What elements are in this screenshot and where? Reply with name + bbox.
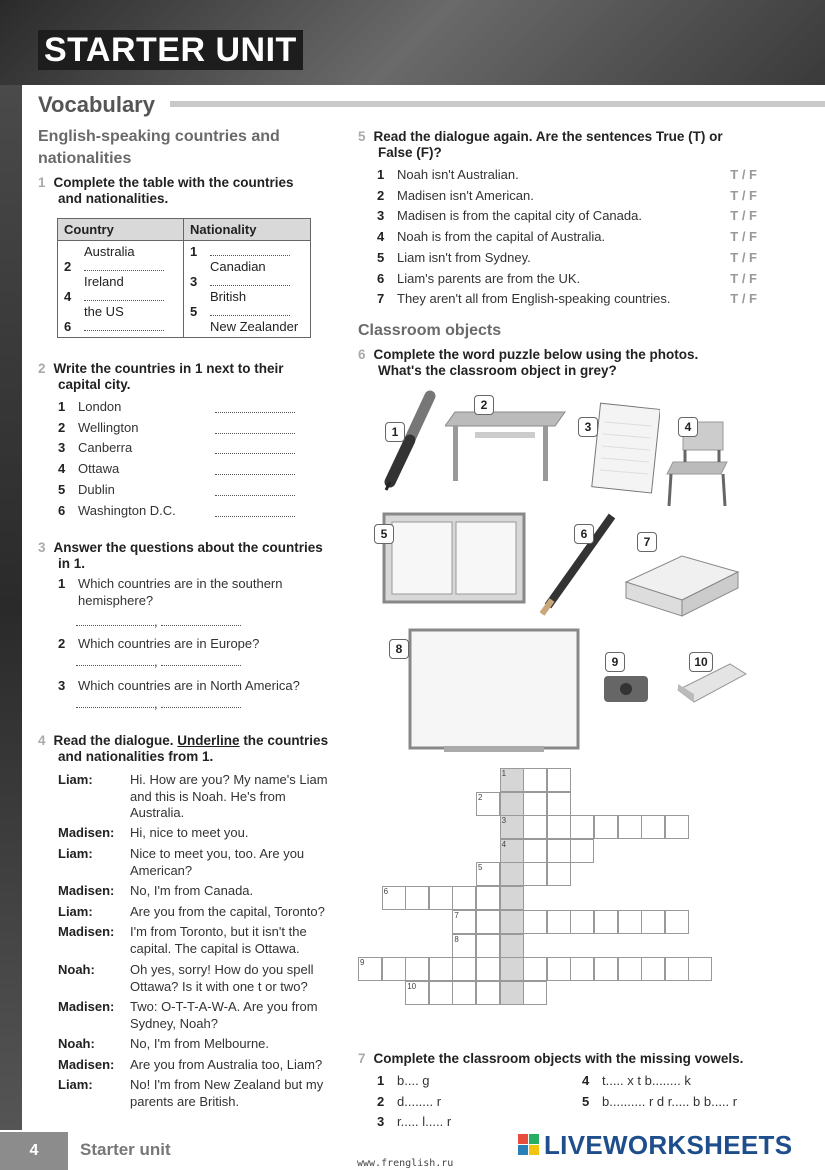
photo-badge: 1 [385, 422, 405, 442]
tf-choice[interactable]: T / F [730, 249, 757, 265]
crossword-cell[interactable] [429, 886, 453, 910]
answer-blank[interactable] [215, 433, 295, 434]
tf-item: 1 Noah isn't Australian. T / F [377, 165, 757, 186]
crossword-cell[interactable] [405, 886, 429, 910]
answer-blank[interactable] [161, 707, 241, 708]
crossword-cell[interactable] [452, 886, 476, 910]
exercise-6-instruction: 6 Complete the word puzzle below using the photos. What's the classroom object in grey? [358, 347, 699, 378]
crossword-cell[interactable] [500, 768, 524, 792]
answer-blank[interactable] [215, 516, 295, 517]
subheading-countries: English-speaking countries and nationalities [38, 128, 280, 167]
crossword-cell[interactable] [500, 792, 524, 816]
answer-blank[interactable] [215, 412, 295, 413]
tf-choice[interactable]: T / F [730, 167, 757, 182]
classroom-heading: Classroom objects [358, 322, 502, 339]
crossword-cell[interactable] [476, 792, 500, 816]
answer-blank[interactable] [161, 625, 241, 626]
sharpener-icon [600, 668, 652, 706]
photo-badge: 5 [374, 524, 394, 544]
crossword-cell[interactable] [500, 839, 524, 863]
photo-badge: 2 [474, 395, 494, 415]
crossword-cell[interactable] [452, 934, 476, 958]
crossword-clue-number: 8 [454, 934, 459, 944]
crossword-clue-number: 1 [501, 769, 507, 778]
crossword-cell[interactable] [358, 957, 382, 981]
crossword-cell[interactable] [429, 957, 453, 981]
list-item: 1 Which countries are in the southern hemisphere? , [58, 576, 283, 629]
crossword-cell[interactable] [547, 839, 571, 863]
crossword-cell[interactable] [570, 957, 594, 981]
crossword-cell[interactable] [476, 862, 500, 886]
list-item: 3 Canberra [58, 438, 298, 459]
answer-blank[interactable] [215, 495, 295, 496]
crossword-cell[interactable] [641, 815, 665, 839]
crossword-clue-number: 2 [478, 792, 483, 802]
crossword-cell[interactable] [594, 957, 618, 981]
photo-badge: 9 [605, 652, 625, 672]
crossword-cell[interactable] [452, 910, 476, 934]
notebook-icon [590, 402, 660, 494]
desk-icon [445, 404, 570, 484]
list-item[interactable]: 5 b.......... r d r..... b b..... r [582, 1093, 738, 1109]
photo-badge: 8 [389, 639, 409, 659]
tf-item: 7 They aren't all from English-speaking countries. T / F [377, 289, 757, 310]
header-country: Country [58, 219, 184, 241]
tf-choice[interactable]: T / F [730, 187, 757, 203]
crossword-cell[interactable] [452, 957, 476, 981]
answer-blank[interactable] [76, 707, 154, 708]
answer-blank[interactable] [84, 270, 164, 271]
true-false-list [377, 165, 757, 310]
crossword-cell[interactable] [547, 815, 571, 839]
crossword-cell[interactable] [547, 957, 571, 981]
vowel-list-left [377, 1071, 451, 1133]
list-item: 3 Which countries are in North America? , [58, 678, 300, 711]
crossword-cell[interactable] [500, 886, 524, 910]
crossword-cell[interactable] [523, 792, 547, 816]
crossword-cell[interactable] [618, 815, 642, 839]
list-item[interactable]: 2 d........ r [377, 1093, 442, 1109]
crossword-cell[interactable] [476, 981, 500, 1005]
crossword-cell[interactable] [547, 862, 571, 886]
crossword-cell[interactable] [405, 981, 429, 1005]
tf-item: 6 Liam's parents are from the UK. T / F [377, 269, 757, 290]
photo-badge: 4 [678, 417, 698, 437]
tf-choice[interactable]: T / F [730, 208, 757, 224]
list-item: 1 London [58, 397, 298, 418]
crossword-cell[interactable] [523, 862, 547, 886]
crossword-cell[interactable] [641, 910, 665, 934]
crossword-cell[interactable] [523, 768, 547, 792]
unit-title: STARTER UNIT [38, 30, 303, 70]
crossword-cell[interactable] [523, 839, 547, 863]
tf-item: 2 Madisen isn't American. T / F [377, 186, 757, 207]
exercise-4-instruction: 4 Read the dialogue. Underline the countries and nationalities from 1. [38, 733, 329, 764]
tf-choice[interactable]: T / F [730, 291, 757, 307]
pen-icon [380, 390, 440, 495]
dictionary-icon [622, 542, 742, 620]
answer-blank[interactable] [76, 665, 154, 666]
window-icon [382, 512, 526, 604]
photo-badge: 3 [578, 417, 598, 437]
crossword-clue-number: 4 [501, 839, 507, 849]
liveworksheets-logo: LIVEWORKSHEETS [518, 1130, 792, 1161]
crossword-cell[interactable] [476, 886, 500, 910]
answer-blank[interactable] [84, 300, 164, 301]
crossword-cell[interactable] [665, 910, 689, 934]
exercise-5-instruction: 5 Read the dialogue again. Are the sentences True (T) or False (F)? [358, 129, 723, 160]
exercise-7-instruction: 7 Complete the classroom objects with the missing vowels. [358, 1051, 744, 1066]
crossword-cell[interactable] [570, 839, 594, 863]
answer-blank[interactable] [84, 330, 164, 331]
crossword-cell[interactable] [570, 910, 594, 934]
crossword-cell[interactable] [382, 957, 406, 981]
list-item[interactable]: 3 r..... l..... r [377, 1114, 452, 1130]
countries-table [57, 218, 311, 338]
answer-blank[interactable] [76, 625, 154, 626]
list-item: 4 Ottawa [58, 459, 298, 480]
photo-badge: 6 [574, 524, 594, 544]
crossword-clue-number: 5 [478, 863, 483, 873]
crossword-cell[interactable] [547, 768, 571, 792]
crossword-clue-number: 9 [360, 958, 365, 968]
answer-blank[interactable] [210, 315, 290, 316]
list-item: 2 Wellington [58, 418, 298, 439]
tf-item: 4 Noah is from the capital of Australia. T / F [377, 227, 757, 248]
capital-list [58, 397, 298, 521]
country-cell: Australia 2 Ireland 4 the US 6 [58, 241, 184, 338]
source-url: www.frenglish.ru [357, 1158, 454, 1169]
list-item[interactable]: 4 t..... x t b........ k [582, 1073, 691, 1088]
dialogue: Liam: Hi. How are you? My name's Liam and this is Noah. He's from Australia. Madisen: Hi, nice to meet you. Liam: Nice to meet you, too. Are you American? Madisen: No, I'm from Canada. Liam: Are you from the capital, Toronto? Madisen: I'm from Toronto, but it isn't the capital. The capital is Ottawa. Noah: Oh yes, sorry! How do you spell Ottawa? Is it with one t or two? Madisen: Two: O-T-T-A-W-A. Are you from Sydney, Noah? Noah: No, I'm from Melbourne. Madisen: Are you from Australia too, Liam? Liam: No! I'm from New Zealand but my parents are British. [58, 772, 328, 1109]
crossword-cell[interactable] [594, 815, 618, 839]
crossword-clue-number: 6 [383, 887, 389, 896]
crossword-cell[interactable] [500, 981, 524, 1005]
crossword-cell[interactable] [523, 815, 547, 839]
list-item: 6 Washington D.C. [58, 501, 298, 522]
crossword-cell[interactable] [500, 862, 524, 886]
exercise-2-instruction: 2 Write the countries in 1 next to their capital city. [38, 361, 284, 392]
crossword-cell[interactable] [523, 910, 547, 934]
crossword-cell[interactable] [500, 957, 524, 981]
tf-choice[interactable]: T / F [730, 229, 757, 245]
crossword-cell[interactable] [382, 886, 406, 910]
crossword-cell[interactable] [500, 910, 524, 934]
crossword-clue-number: 7 [454, 911, 459, 921]
section-title: Vocabulary [38, 92, 155, 117]
crossword-cell[interactable] [476, 934, 500, 958]
crossword-cell[interactable] [688, 957, 712, 981]
crossword-cell[interactable] [547, 910, 571, 934]
list-item: 2 Which countries are in Europe? , [58, 636, 260, 669]
tf-choice[interactable]: T / F [730, 270, 757, 286]
nationality-cell: 1 Canadian 3 British 5 New Zealander [184, 241, 311, 338]
crossword-cell[interactable] [476, 910, 500, 934]
vowel-list-right [582, 1071, 737, 1112]
crossword-cell[interactable] [665, 815, 689, 839]
crossword-clue-number: 3 [501, 816, 507, 826]
page-number: 4 [0, 1132, 68, 1170]
list-item[interactable]: 1 b.... g [377, 1073, 430, 1088]
answer-blank[interactable] [161, 665, 241, 666]
whiteboard-icon [408, 628, 580, 756]
footer-label: Starter unit [80, 1140, 171, 1159]
chair-icon [665, 418, 737, 510]
photo-badge: 10 [689, 652, 713, 672]
crossword-cell[interactable] [641, 957, 665, 981]
crossword-cell[interactable] [476, 957, 500, 981]
crossword-cell[interactable] [570, 815, 594, 839]
tf-item: 5 Liam isn't from Sydney. T / F [377, 248, 757, 269]
crossword-cell[interactable] [523, 957, 547, 981]
logo-mark-icon [518, 1134, 540, 1156]
answer-blank[interactable] [210, 255, 290, 256]
exercise-3-instruction: 3 Answer the questions about the countries in 1. [38, 540, 323, 571]
crossword-cell[interactable] [452, 981, 476, 1005]
crossword-clue-number: 10 [407, 982, 417, 991]
crossword-cell[interactable] [523, 981, 547, 1005]
crossword-cell[interactable] [500, 934, 524, 958]
crossword-cell[interactable] [429, 981, 453, 1005]
answer-blank[interactable] [215, 474, 295, 475]
left-edge-decoration [0, 85, 22, 1130]
crossword-cell[interactable] [594, 910, 618, 934]
photo-badge: 7 [637, 532, 657, 552]
tf-item: 3 Madisen is from the capital city of Canada. T / F [377, 206, 757, 227]
list-item: 5 Dublin [58, 480, 298, 501]
exercise-1-instruction: 1 Complete the table with the countries and nationalities. [38, 175, 294, 206]
section-rule [170, 101, 825, 107]
answer-blank[interactable] [215, 453, 295, 454]
crossword-cell[interactable] [405, 957, 429, 981]
crossword-cell[interactable] [618, 957, 642, 981]
crossword-cell[interactable] [547, 792, 571, 816]
question-list [58, 575, 328, 719]
crossword-cell[interactable] [618, 910, 642, 934]
header-nationality: Nationality [184, 219, 311, 241]
crossword-cell[interactable] [665, 957, 689, 981]
answer-blank[interactable] [210, 285, 290, 286]
crossword-cell[interactable] [500, 815, 524, 839]
